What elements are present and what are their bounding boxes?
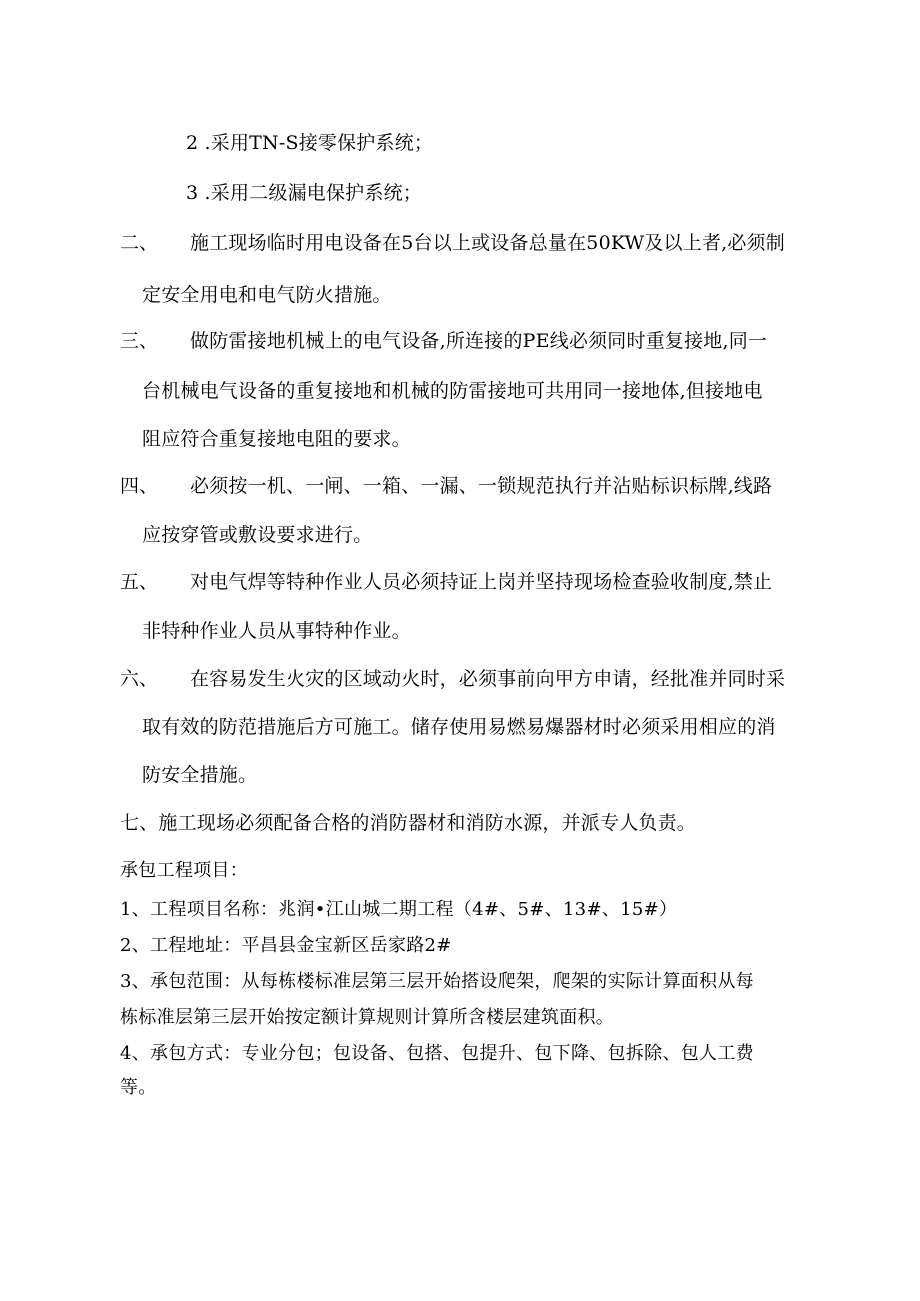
- project-item-3-line-2: 栋标准层第三层开始按定额计算规则计算所含楼层建筑面积。: [120, 1007, 615, 1028]
- sub-item-2: 2 .采用TN-S接零保护系统；: [186, 132, 434, 154]
- section-four-line-2: 应按穿管或敷设要求进行。: [142, 524, 373, 546]
- section-six-line-3: 防安全措施。: [142, 764, 258, 786]
- section-three-marker: 三、: [120, 330, 159, 352]
- project-item-2: 2、工程地址：平昌县金宝新区岳家路2#: [120, 935, 452, 956]
- sub-item-3: 3 .采用二级漏电保护系统；: [186, 182, 422, 204]
- section-seven: 七、施工现场必须配备合格的消防器材和消防水源，并派专人负责。: [120, 812, 697, 834]
- section-five-marker: 五、: [120, 571, 159, 593]
- section-six-marker: 六、: [120, 668, 159, 690]
- section-four-marker: 四、: [120, 475, 159, 497]
- section-four-line-1: 必须按一机、一闸、一箱、一漏、一锁规范执行并沾贴标识标牌,线路: [190, 475, 773, 497]
- section-two-line-1: 施工现场临时用电设备在5台以上或设备总量在50KW及以上者,必须制: [190, 232, 785, 254]
- project-item-1: 1、工程项目名称：兆润•江山城二期工程（4#、5#、13#、15#）: [120, 899, 678, 920]
- project-item-3-line-1: 3、承包范围：从每栋楼标准层第三层开始搭设爬架，爬架的实际计算面积从每: [120, 971, 754, 992]
- section-two-marker: 二、: [120, 232, 159, 254]
- section-five-line-1: 对电气焊等特种作业人员必须持证上岗并坚持现场检查验收制度,禁止: [190, 571, 773, 593]
- section-two-line-2: 定安全用电和电气防火措施。: [142, 284, 392, 306]
- project-item-4-line-1: 4、承包方式：专业分包；包设备、包搭、包提升、包下降、包拆除、包人工费: [120, 1043, 754, 1064]
- section-six-line-1: 在容易发生火灾的区域动火时，必须事前向甲方申请，经批准并同时采: [190, 668, 786, 690]
- section-three-line-2: 台机械电气设备的重复接地和机械的防雷接地可共用同一接地体,但接地电: [142, 380, 763, 402]
- section-six-line-2: 取有效的防范措施后方可施工。储存使用易燃易爆器材时必须采用相应的消: [142, 716, 776, 738]
- section-five-line-2: 非特种作业人员从事特种作业。: [142, 620, 411, 642]
- project-heading: 承包工程项目：: [120, 860, 249, 881]
- section-three-line-1: 做防雷接地机械上的电气设备,所连接的PE线必须同时重复接地,同一: [190, 330, 768, 352]
- section-three-line-3: 阻应符合重复接地电阻的要求。: [142, 428, 411, 450]
- project-item-4-line-2: 等。: [120, 1077, 157, 1098]
